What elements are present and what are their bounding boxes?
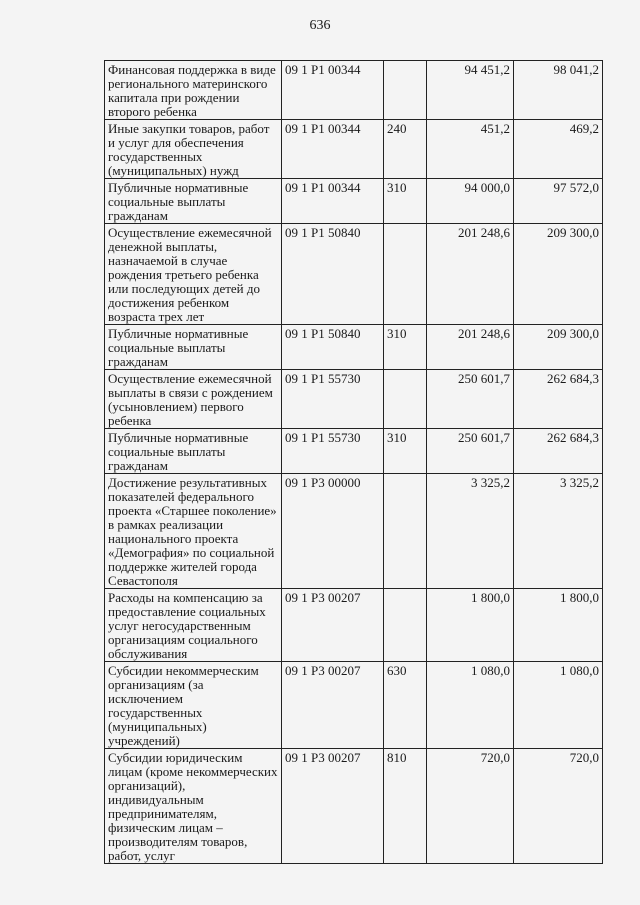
- table-row: [105, 474, 603, 589]
- expense-type-cell: 310: [384, 325, 427, 370]
- amount-year2-cell: 720,0: [514, 749, 603, 864]
- table-row: [105, 662, 603, 749]
- amount-year1-cell: 1 800,0: [427, 589, 514, 662]
- table-row: [105, 179, 603, 224]
- expense-name-cell: Субсидии юридическим лицам (кроме некоммерческих организаций), индивидуальным предпринимателям, физическим лицам – производителям товаров, работ, услуг: [105, 749, 282, 864]
- table-row: [105, 429, 603, 474]
- expense-type-cell: 310: [384, 429, 427, 474]
- expense-type-cell: [384, 224, 427, 325]
- expense-type-cell: 310: [384, 179, 427, 224]
- expense-name-cell: Субсидии некоммерческим организациям (за исключением государственных (муниципальных) учреждений): [105, 662, 282, 749]
- expense-type-cell: [384, 474, 427, 589]
- amount-year1-cell: 1 080,0: [427, 662, 514, 749]
- expense-name-cell: Публичные нормативные социальные выплаты гражданам: [105, 429, 282, 474]
- target-article-cell: 09 1 Р1 00344: [282, 120, 384, 179]
- amount-year1-cell: 720,0: [427, 749, 514, 864]
- table-row: [105, 120, 603, 179]
- table-row: [105, 589, 603, 662]
- table-row: [105, 370, 603, 429]
- amount-year2-cell: 1 080,0: [514, 662, 603, 749]
- amount-year1-cell: 201 248,6: [427, 325, 514, 370]
- expense-type-cell: 240: [384, 120, 427, 179]
- expense-name-cell: Финансовая поддержка в виде регионального материнского капитала при рождении второго ребенка: [105, 61, 282, 120]
- amount-year2-cell: 209 300,0: [514, 224, 603, 325]
- target-article-cell: 09 1 Р1 50840: [282, 325, 384, 370]
- expense-name-cell: Иные закупки товаров, работ и услуг для обеспечения государственных (муниципальных) нужд: [105, 120, 282, 179]
- budget-table-body: [105, 61, 603, 864]
- expense-type-cell: [384, 61, 427, 120]
- expense-name-cell: Осуществление ежемесячной денежной выплаты, назначаемой в случае рождения третьего ребенка или последующих детей до достижения ребенком возраста трех лет: [105, 224, 282, 325]
- amount-year2-cell: 262 684,3: [514, 370, 603, 429]
- amount-year1-cell: 201 248,6: [427, 224, 514, 325]
- target-article-cell: 09 1 Р1 00344: [282, 61, 384, 120]
- target-article-cell: 09 1 Р1 00344: [282, 179, 384, 224]
- expense-name-cell: Осуществление ежемесячной выплаты в связи с рождением (усыновлением) первого ребенка: [105, 370, 282, 429]
- amount-year1-cell: 3 325,2: [427, 474, 514, 589]
- page-number: 636: [309, 18, 331, 33]
- amount-year2-cell: 98 041,2: [514, 61, 603, 120]
- table-row: [105, 61, 603, 120]
- expense-type-cell: [384, 589, 427, 662]
- expense-type-cell: 810: [384, 749, 427, 864]
- expense-type-cell: 630: [384, 662, 427, 749]
- target-article-cell: 09 1 Р1 55730: [282, 429, 384, 474]
- amount-year2-cell: 209 300,0: [514, 325, 603, 370]
- amount-year2-cell: 1 800,0: [514, 589, 603, 662]
- amount-year2-cell: 3 325,2: [514, 474, 603, 589]
- amount-year1-cell: 94 000,0: [427, 179, 514, 224]
- expense-name-cell: Публичные нормативные социальные выплаты гражданам: [105, 325, 282, 370]
- expense-name-cell: Публичные нормативные социальные выплаты гражданам: [105, 179, 282, 224]
- target-article-cell: 09 1 Р3 00207: [282, 662, 384, 749]
- expense-name-cell: Расходы на компенсацию за предоставление социальных услуг негосударственным организациям социального обслуживания: [105, 589, 282, 662]
- amount-year1-cell: 250 601,7: [427, 429, 514, 474]
- amount-year2-cell: 262 684,3: [514, 429, 603, 474]
- target-article-cell: 09 1 Р3 00207: [282, 589, 384, 662]
- expense-name-cell: Достижение результативных показателей федерального проекта «Старшее поколение» в рамках реализации национального проекта «Демография» по социальной поддержке жителей города Севастополя: [105, 474, 282, 589]
- target-article-cell: 09 1 Р3 00207: [282, 749, 384, 864]
- amount-year2-cell: 97 572,0: [514, 179, 603, 224]
- table-row: [105, 224, 603, 325]
- amount-year1-cell: 94 451,2: [427, 61, 514, 120]
- amount-year2-cell: 469,2: [514, 120, 603, 179]
- target-article-cell: 09 1 Р1 55730: [282, 370, 384, 429]
- target-article-cell: 09 1 Р3 00000: [282, 474, 384, 589]
- target-article-cell: 09 1 Р1 50840: [282, 224, 384, 325]
- expense-type-cell: [384, 370, 427, 429]
- table-row: [105, 325, 603, 370]
- budget-table: [104, 60, 603, 864]
- amount-year1-cell: 451,2: [427, 120, 514, 179]
- amount-year1-cell: 250 601,7: [427, 370, 514, 429]
- table-row: [105, 749, 603, 864]
